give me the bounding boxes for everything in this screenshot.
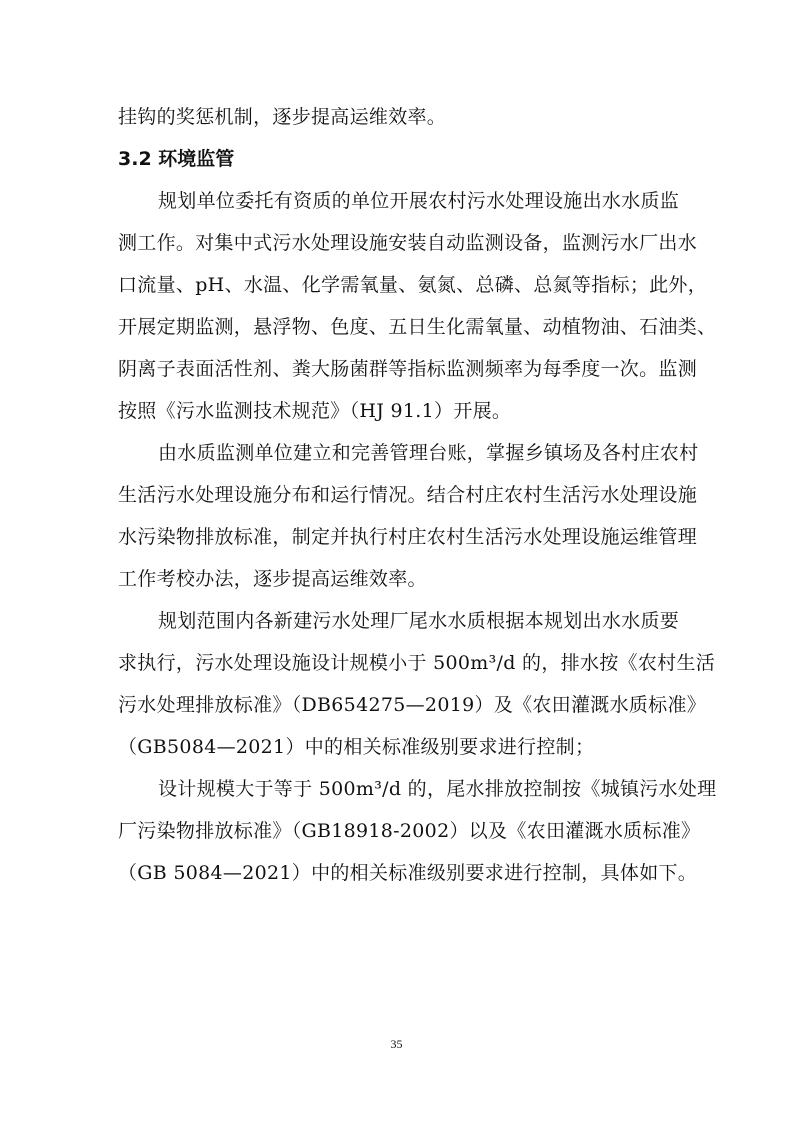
text-line: （GB5084—2021）中的相关标准级别要求进行控制；: [118, 736, 595, 758]
text-line: 挂钩的奖惩机制，逐步提高运维效率。: [118, 106, 447, 128]
text-line: 厂污染物排放标准》（GB18918-2002）以及《农田灌溉水质标准》: [118, 820, 701, 842]
text-line: 设计规模大于等于 500m³/d 的，尾水排放控制按《城镇污水处理: [158, 778, 717, 800]
text-line: 求执行，污水处理设施设计规模小于 500m³/d 的，排水按《农村生活: [118, 652, 716, 674]
text-line: 生活污水处理设施分布和运行情况。结合村庄农村生活污水处理设施: [118, 484, 698, 506]
section-heading: 3.2 环境监管: [118, 148, 235, 170]
text-line: 水污染物排放标准，制定并执行村庄农村生活污水处理设施运维管理: [118, 526, 698, 548]
text-line: 测工作。对集中式污水处理设施安装自动监测设备，监测污水厂出水: [118, 232, 698, 254]
text-line: 按照《污水监测技术规范》（HJ 91.1）开展。: [118, 400, 512, 422]
text-line: 污水处理排放标准》（DB654275—2019）及《农田灌溉水质标准》: [118, 694, 707, 716]
text-line: 由水质监测单位建立和完善管理台账，掌握乡镇场及各村庄农村: [158, 442, 699, 464]
text-line: （GB 5084—2021）中的相关标准级别要求进行控制，具体如下。: [118, 862, 698, 884]
text-line: 阴离子表面活性剂、粪大肠菌群等指标监测频率为每季度一次。监测: [118, 358, 698, 380]
page-number: 35: [390, 1037, 403, 1051]
text-line: 规划范围内各新建污水处理厂尾水水质根据本规划出水水质要: [158, 610, 680, 632]
text-line: 开展定期监测，悬浮物、色度、五日生化需氧量、动植物油、石油类、: [118, 316, 717, 338]
text-line: 口流量、pH、水温、化学需氧量、氨氮、总磷、总氮等指标；此外，: [118, 274, 708, 296]
text-line: 规划单位委托有资质的单位开展农村污水处理设施出水水质监: [158, 190, 680, 212]
text-line: 工作考校办法，逐步提高运维效率。: [118, 568, 427, 590]
